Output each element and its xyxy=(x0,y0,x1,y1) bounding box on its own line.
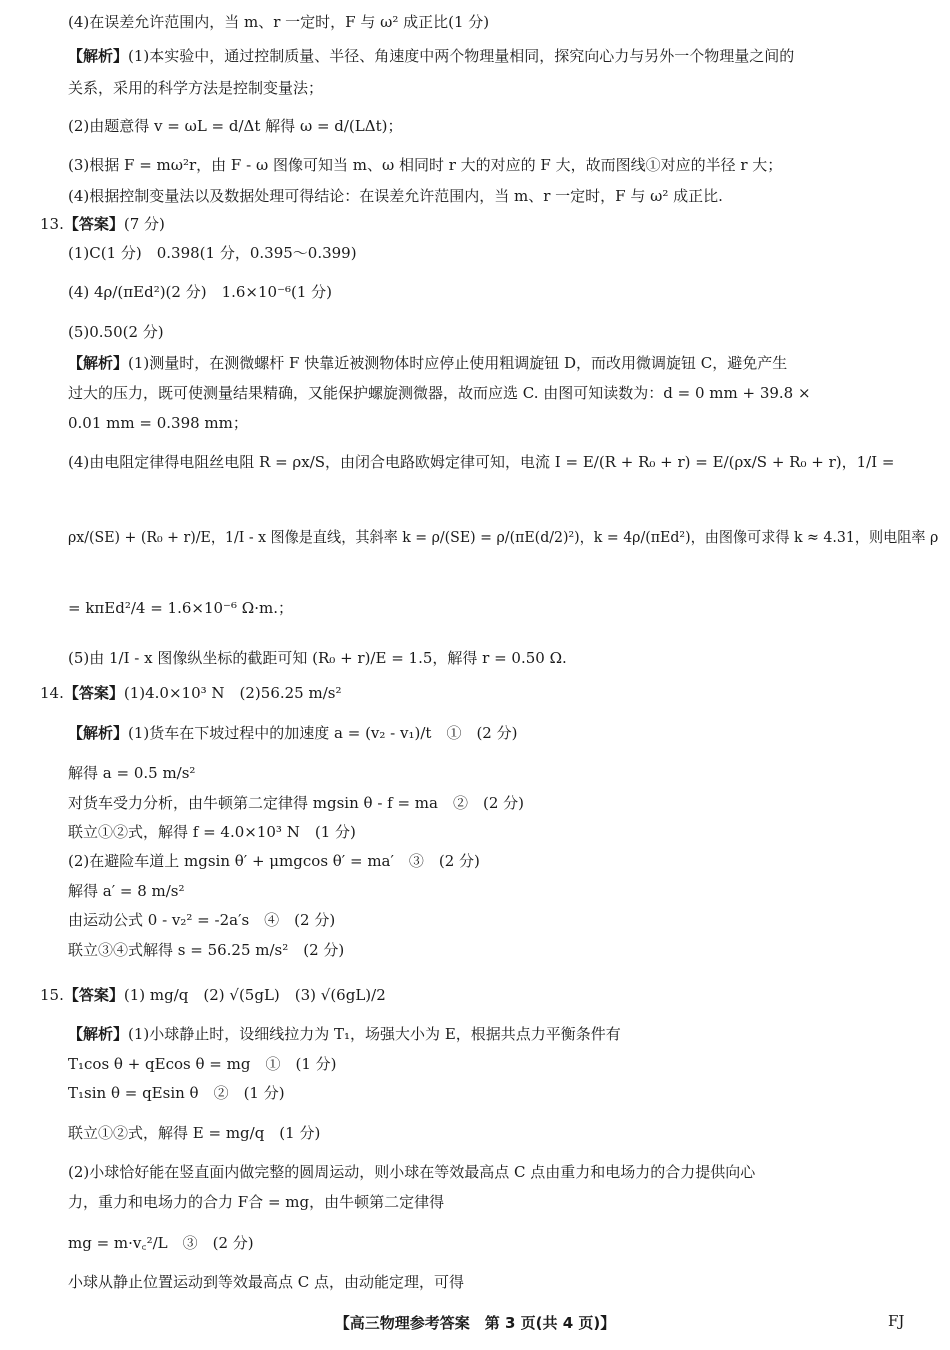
text-line xyxy=(68,155,782,175)
line-text: (5)0.50(2 分) xyxy=(68,323,164,341)
question-number: 13. xyxy=(40,215,64,233)
text-line xyxy=(68,723,517,743)
text-line xyxy=(68,1192,444,1212)
line-text: T₁sin θ = qEsin θ ② (1 分) xyxy=(68,1084,285,1102)
line-text: (1)测量时，在测微螺杆 F 快靠近被测物体时应停止使用粗调旋钮 D，而改用微调旋钮 C，避免产生 xyxy=(128,354,788,372)
line-text: (3)根据 F = mω²r，由 F - ω 图像可知当 m、ω 相同时 r 大的对应的 F 大，故而图线①对应的半径 r 大； xyxy=(68,156,783,174)
line-text: (2)小球恰好能在竖直面内做完整的圆周运动，则小球在等效最高点 C 点由重力和电场力的合力提供向心 xyxy=(68,1163,756,1181)
section-tag: 【解析】 xyxy=(68,724,129,742)
line-text: T₁cos θ + qEcos θ = mg ① (1 分) xyxy=(68,1055,337,1073)
text-line xyxy=(68,793,524,813)
text-line xyxy=(68,243,357,263)
text-line xyxy=(68,1054,336,1074)
line-text: (5)由 1/I - x 图像纵坐标的截距可知 (R₀ + r)/E = 1.5，解得 r = 0.50 Ω. xyxy=(68,649,567,667)
section-tag: 【解析】 xyxy=(68,354,129,372)
line-text: (7 分) xyxy=(123,215,165,233)
text-line xyxy=(68,1162,755,1182)
text-line xyxy=(68,78,323,98)
text-line xyxy=(68,116,402,136)
line-text: = kπEd²/4 = 1.6×10⁻⁶ Ω·m.； xyxy=(68,599,293,617)
text-line xyxy=(68,282,332,302)
line-text: 解得 a = 0.5 m/s² xyxy=(68,764,196,782)
line-text: 过大的压力，既可使测量结果精确，又能保护螺旋测微器，故而应选 C. 由图可知读数为：d = 0 mm + 39.8 × xyxy=(68,384,811,402)
text-line xyxy=(68,763,195,783)
line-text: (4)在误差允许范围内，当 m、r 一定时，F 与 ω² 成正比(1 分) xyxy=(68,13,490,31)
line-text: 对货车受力分析，由牛顿第二定律得 mgsin θ - f = ma ② (2 分) xyxy=(68,794,524,812)
text-line xyxy=(68,940,344,960)
section-tag: 【解析】 xyxy=(68,1025,129,1043)
text-line xyxy=(40,683,342,703)
line-text: (4)由电阻定律得电阻丝电阻 R = ρx/S，由闭合电路欧姆定律可知，电流 I = E/(R + R₀ + r) = E/(ρx/S + R₀ + r)，1/I = xyxy=(68,453,895,471)
line-text: (1) mg/q (2) √(5gL) (3) √(6gL)/2 xyxy=(123,986,386,1004)
section-tag: 【答案】 xyxy=(63,986,124,1004)
line-text: (1)货车在下坡过程中的加速度 a = (v₂ - v₁)/t ① (2 分) xyxy=(128,724,518,742)
page-footer-title: 【高三物理参考答案 第 3 页(共 4 页)】 xyxy=(334,1314,616,1332)
text-line xyxy=(68,322,164,342)
text-line xyxy=(40,985,386,1005)
text-line xyxy=(68,383,811,403)
line-text: 0.01 mm = 0.398 mm； xyxy=(68,414,248,432)
line-text: 力，重力和电场力的合力 F合 = mg，由牛顿第二定律得 xyxy=(68,1193,445,1211)
line-text: (2)在避险车道上 mgsin θ′ + μmgcos θ′ = ma′ ③ (2 分) xyxy=(68,852,480,870)
line-text: 关系，采用的科学方法是控制变量法； xyxy=(68,79,324,97)
question-number: 14. xyxy=(40,684,64,702)
section-tag: 【解析】 xyxy=(68,47,129,65)
text-line xyxy=(68,648,567,668)
section-tag: 【答案】 xyxy=(63,684,124,702)
text-line xyxy=(68,851,480,871)
text-line xyxy=(68,12,489,32)
text-line xyxy=(68,881,185,901)
text-line xyxy=(68,452,894,472)
line-text: (1)小球静止时，设细线拉力为 T₁，场强大小为 E，根据共点力平衡条件有 xyxy=(128,1025,621,1043)
section-tag: 【答案】 xyxy=(63,215,124,233)
line-text: (1)本实验中，通过控制质量、半径、角速度中两个物理量相同，探究向心力与另外一个物理量之间的 xyxy=(128,47,795,65)
text-line xyxy=(68,46,794,66)
text-line xyxy=(68,527,938,547)
line-text: (2)由题意得 v = ωL = d/Δt 解得 ω = d/(LΔt)； xyxy=(68,117,403,135)
text-line xyxy=(68,1272,464,1292)
text-line xyxy=(68,910,335,930)
text-line xyxy=(68,1233,254,1253)
page-footer-code: FJ xyxy=(888,1312,905,1330)
text-line xyxy=(68,1083,285,1103)
line-text: mg = m·v꜀²/L ③ (2 分) xyxy=(68,1234,254,1252)
text-line xyxy=(68,822,356,842)
line-text: 联立①②式，解得 E = mg/q (1 分) xyxy=(68,1124,321,1142)
text-line xyxy=(68,413,248,433)
line-text: (1)C(1 分) 0.398(1 分，0.395～0.399) xyxy=(68,244,357,262)
line-text: ρx/(SE) + (R₀ + r)/E，1/I - x 图像是直线，其斜率 k = ρ/(SE) = ρ/(πE(d/2)²)，k = 4ρ/(πEd²)，由图像可求得 k ≈ 4.31，则电阻率 ρ xyxy=(68,528,939,546)
line-text: 联立③④式解得 s = 56.25 m/s² (2 分) xyxy=(68,941,345,959)
text-line xyxy=(68,1123,320,1143)
question-number: 15. xyxy=(40,986,64,1004)
text-line xyxy=(68,598,293,618)
line-text: 小球从静止位置运动到等效最高点 C 点，由动能定理，可得 xyxy=(68,1273,465,1291)
text-line xyxy=(68,353,787,373)
text-line xyxy=(40,214,165,234)
text-line xyxy=(68,1024,621,1044)
line-text: (4)根据控制变量法以及数据处理可得结论：在误差允许范围内，当 m、r 一定时，F 与 ω² 成正比. xyxy=(68,187,723,205)
line-text: 联立①②式，解得 f = 4.0×10³ N (1 分) xyxy=(68,823,356,841)
line-text: (4) 4ρ/(πEd²)(2 分) 1.6×10⁻⁶(1 分) xyxy=(68,283,333,301)
line-text: 解得 a′ = 8 m/s² xyxy=(68,882,185,900)
line-text: 由运动公式 0 - v₂² = -2a′s ④ (2 分) xyxy=(68,911,336,929)
text-line xyxy=(68,186,723,206)
line-text: (1)4.0×10³ N (2)56.25 m/s² xyxy=(123,684,342,702)
